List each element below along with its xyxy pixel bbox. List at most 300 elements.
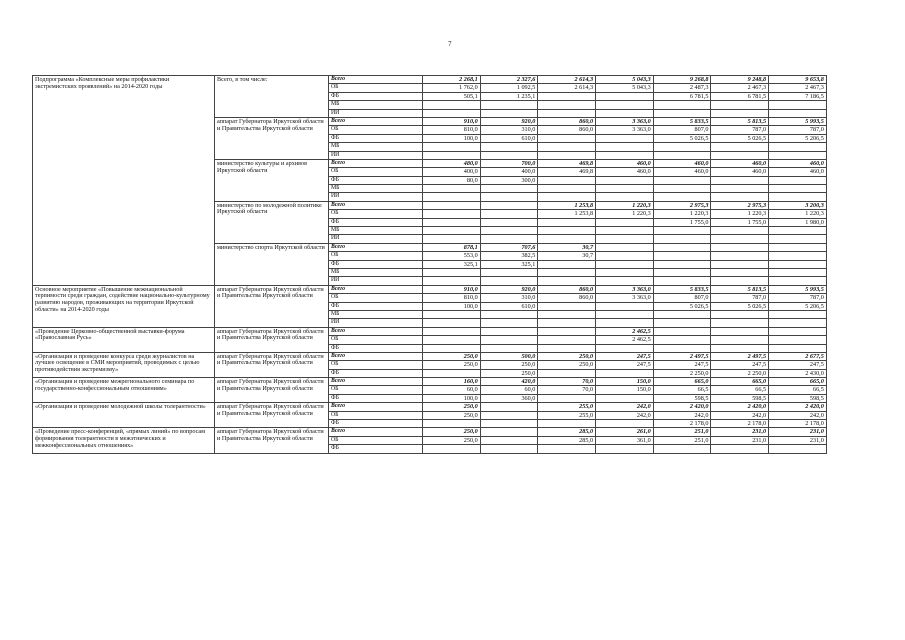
amount-cell: [538, 218, 596, 226]
funding-source-cell: ФБ: [329, 394, 423, 402]
amount-cell: [423, 420, 481, 428]
executor-cell: аппарат Губернатора Иркутской области и Правительства Иркутской области: [215, 428, 329, 453]
funding-source-cell: ОБ: [329, 436, 423, 444]
amount-cell: 60,0: [423, 386, 481, 394]
amount-cell: 553,0: [423, 252, 481, 260]
amount-cell: 665,0: [653, 378, 711, 386]
amount-cell: [538, 193, 596, 201]
amount-cell: 30,7: [538, 243, 596, 251]
amount-cell: 505,1: [423, 92, 481, 100]
amount-cell: [538, 109, 596, 117]
amount-cell: [769, 235, 827, 243]
amount-cell: 2 975,3: [711, 201, 769, 209]
executor-cell: аппарат Губернатора Иркутской области и Правительства Иркутской области: [215, 403, 329, 428]
amount-cell: [538, 445, 596, 453]
funding-source-cell: Всего: [329, 428, 423, 436]
amount-cell: 460,0: [769, 168, 827, 176]
amount-cell: [653, 260, 711, 268]
amount-cell: 250,0: [423, 411, 481, 419]
amount-cell: 1 220,3: [596, 201, 654, 209]
amount-cell: 2 250,0: [711, 369, 769, 377]
funding-table-container: [32, 75, 826, 454]
measure-description: «Проведение пресс-конференций, «прямых линий» по вопросам формирования толерантности в межэтнических и межконфессиональных отношениях»: [33, 428, 215, 453]
amount-cell: 100,0: [423, 302, 481, 310]
amount-cell: [769, 260, 827, 268]
amount-cell: 310,0: [480, 126, 538, 134]
amount-cell: 5 043,3: [596, 84, 654, 92]
amount-cell: [653, 243, 711, 251]
amount-cell: [769, 327, 827, 335]
funding-source-cell: ОБ: [329, 294, 423, 302]
amount-cell: [769, 344, 827, 352]
amount-cell: [711, 260, 769, 268]
amount-cell: [423, 277, 481, 285]
amount-cell: [423, 369, 481, 377]
amount-cell: [596, 302, 654, 310]
amount-cell: [480, 101, 538, 109]
funding-source-cell: МБ: [329, 268, 423, 276]
amount-cell: [596, 143, 654, 151]
amount-cell: [538, 101, 596, 109]
funding-source-cell: ОБ: [329, 252, 423, 260]
amount-cell: [596, 310, 654, 318]
amount-cell: 460,0: [711, 168, 769, 176]
amount-cell: 860,0: [538, 285, 596, 293]
amount-cell: [538, 319, 596, 327]
amount-cell: [769, 243, 827, 251]
amount-cell: 247,5: [711, 361, 769, 369]
amount-cell: [423, 143, 481, 151]
amount-cell: 920,0: [480, 285, 538, 293]
amount-cell: [769, 252, 827, 260]
amount-cell: [480, 344, 538, 352]
amount-cell: [480, 235, 538, 243]
amount-cell: 382,5: [480, 252, 538, 260]
funding-source-cell: ФБ: [329, 176, 423, 184]
table-row: [33, 352, 827, 360]
measure-description: Подпрограмма «Комплексные меры профилактики экстремистских проявлений» на 2014-2020 годы: [33, 76, 215, 286]
amount-cell: 787,0: [711, 126, 769, 134]
amount-cell: 2 677,5: [769, 352, 827, 360]
amount-cell: [711, 336, 769, 344]
amount-cell: 2 497,5: [653, 352, 711, 360]
funding-source-cell: ОБ: [329, 210, 423, 218]
amount-cell: 100,0: [423, 394, 481, 402]
amount-cell: 1 220,3: [596, 210, 654, 218]
amount-cell: [596, 344, 654, 352]
amount-cell: [711, 445, 769, 453]
amount-cell: [596, 445, 654, 453]
amount-cell: 5 993,5: [769, 117, 827, 125]
amount-cell: 70,0: [538, 386, 596, 394]
amount-cell: 2 487,3: [653, 84, 711, 92]
funding-source-cell: ИИ: [329, 109, 423, 117]
amount-cell: 598,5: [769, 394, 827, 402]
amount-cell: 30,7: [538, 252, 596, 260]
amount-cell: 1 220,3: [711, 210, 769, 218]
amount-cell: [596, 134, 654, 142]
table-row: [33, 378, 827, 386]
amount-cell: 5 206,5: [769, 302, 827, 310]
amount-cell: [480, 185, 538, 193]
table-row: [33, 76, 827, 84]
amount-cell: 5 206,5: [769, 134, 827, 142]
amount-cell: [596, 193, 654, 201]
amount-cell: 2 975,3: [653, 201, 711, 209]
table-row: [33, 327, 827, 335]
amount-cell: 500,0: [480, 352, 538, 360]
amount-cell: [480, 403, 538, 411]
amount-cell: 5 026,5: [711, 302, 769, 310]
amount-cell: 810,0: [423, 126, 481, 134]
funding-source-cell: Всего: [329, 327, 423, 335]
amount-cell: 2 614,3: [538, 76, 596, 84]
funding-source-cell: МБ: [329, 227, 423, 235]
amount-cell: [769, 176, 827, 184]
amount-cell: [538, 394, 596, 402]
amount-cell: [538, 327, 596, 335]
amount-cell: [423, 445, 481, 453]
amount-cell: 860,0: [538, 294, 596, 302]
funding-source-cell: ФБ: [329, 134, 423, 142]
amount-cell: [423, 235, 481, 243]
amount-cell: [653, 445, 711, 453]
amount-cell: 460,0: [711, 159, 769, 167]
amount-cell: 1 755,0: [653, 218, 711, 226]
amount-cell: [769, 185, 827, 193]
amount-cell: [711, 176, 769, 184]
amount-cell: 6 781,5: [653, 92, 711, 100]
amount-cell: 5 833,5: [653, 117, 711, 125]
amount-cell: [480, 436, 538, 444]
amount-cell: 1 092,5: [480, 84, 538, 92]
amount-cell: 2 430,0: [769, 369, 827, 377]
amount-cell: 250,0: [480, 361, 538, 369]
amount-cell: [480, 310, 538, 318]
amount-cell: 2 467,3: [769, 84, 827, 92]
amount-cell: 2 462,5: [596, 336, 654, 344]
amount-cell: 2 250,0: [653, 369, 711, 377]
amount-cell: 860,0: [538, 117, 596, 125]
amount-cell: 250,0: [423, 403, 481, 411]
amount-cell: 860,0: [538, 126, 596, 134]
amount-cell: [653, 151, 711, 159]
amount-cell: [653, 268, 711, 276]
amount-cell: 2 327,6: [480, 76, 538, 84]
amount-cell: 5 813,5: [711, 117, 769, 125]
amount-cell: 247,5: [769, 361, 827, 369]
amount-cell: 231,0: [711, 428, 769, 436]
amount-cell: 5 993,5: [769, 285, 827, 293]
amount-cell: [423, 227, 481, 235]
amount-cell: [480, 327, 538, 335]
amount-cell: 9 653,8: [769, 76, 827, 84]
amount-cell: 5 026,5: [711, 134, 769, 142]
amount-cell: 598,5: [711, 394, 769, 402]
amount-cell: 1 762,0: [423, 84, 481, 92]
amount-cell: [423, 185, 481, 193]
amount-cell: [423, 101, 481, 109]
amount-cell: 5 833,5: [653, 285, 711, 293]
amount-cell: 242,0: [653, 411, 711, 419]
amount-cell: [769, 277, 827, 285]
amount-cell: 5 026,5: [653, 134, 711, 142]
table-row: [33, 403, 827, 411]
amount-cell: 700,0: [480, 159, 538, 167]
amount-cell: [711, 109, 769, 117]
amount-cell: 247,5: [596, 352, 654, 360]
amount-cell: 1 220,3: [769, 210, 827, 218]
funding-source-cell: ФБ: [329, 92, 423, 100]
amount-cell: [480, 201, 538, 209]
amount-cell: [423, 210, 481, 218]
amount-cell: [769, 143, 827, 151]
amount-cell: [711, 227, 769, 235]
funding-source-cell: ОБ: [329, 168, 423, 176]
amount-cell: [653, 193, 711, 201]
amount-cell: [596, 218, 654, 226]
amount-cell: 250,0: [423, 352, 481, 360]
amount-cell: [423, 344, 481, 352]
amount-cell: 480,0: [423, 159, 481, 167]
amount-cell: 2 178,0: [769, 420, 827, 428]
funding-source-cell: ИИ: [329, 319, 423, 327]
amount-cell: 598,5: [653, 394, 711, 402]
amount-cell: 1 755,0: [711, 218, 769, 226]
funding-source-cell: ИИ: [329, 193, 423, 201]
amount-cell: 251,0: [653, 428, 711, 436]
amount-cell: [480, 151, 538, 159]
amount-cell: 2 614,3: [538, 84, 596, 92]
amount-cell: [480, 227, 538, 235]
amount-cell: 2 268,1: [423, 76, 481, 84]
funding-source-cell: МБ: [329, 101, 423, 109]
amount-cell: [423, 201, 481, 209]
measure-description: «Организация и проведение конкурса среди журналистов на лучшее освещение в СМИ мероприятий, проводимых с целью противодействия экстремизму»: [33, 352, 215, 377]
amount-cell: [596, 394, 654, 402]
executor-cell: аппарат Губернатора Иркутской области и Правительства Иркутской области: [215, 378, 329, 403]
funding-source-cell: Всего: [329, 159, 423, 167]
funding-source-cell: ИИ: [329, 277, 423, 285]
funding-source-cell: Всего: [329, 117, 423, 125]
amount-cell: 460,0: [596, 168, 654, 176]
measure-description: «Организация и проведение молодежной школы толерантности»: [33, 403, 215, 428]
amount-cell: [711, 310, 769, 318]
amount-cell: [538, 176, 596, 184]
amount-cell: [596, 92, 654, 100]
funding-source-cell: ИИ: [329, 235, 423, 243]
funding-source-cell: ФБ: [329, 302, 423, 310]
amount-cell: [769, 310, 827, 318]
amount-cell: [480, 428, 538, 436]
funding-source-cell: ФБ: [329, 218, 423, 226]
measure-description: «Организация и проведение межрегионального семинара по государственно-конфессиональным отношениям»: [33, 378, 215, 403]
amount-cell: [653, 277, 711, 285]
amount-cell: [711, 327, 769, 335]
amount-cell: [480, 445, 538, 453]
amount-cell: 3 363,0: [596, 294, 654, 302]
funding-source-cell: ОБ: [329, 336, 423, 344]
amount-cell: [423, 193, 481, 201]
amount-cell: 910,0: [423, 285, 481, 293]
amount-cell: 3 200,3: [769, 201, 827, 209]
amount-cell: 2 467,3: [711, 84, 769, 92]
amount-cell: 310,0: [480, 294, 538, 302]
amount-cell: [653, 336, 711, 344]
amount-cell: [480, 411, 538, 419]
funding-source-cell: МБ: [329, 143, 423, 151]
amount-cell: [653, 109, 711, 117]
amount-cell: [769, 319, 827, 327]
amount-cell: [653, 101, 711, 109]
funding-source-cell: ФБ: [329, 369, 423, 377]
executor-cell: Всего, в том числе:: [215, 76, 329, 118]
funding-source-cell: Всего: [329, 201, 423, 209]
amount-cell: 60,0: [480, 386, 538, 394]
amount-cell: [480, 143, 538, 151]
amount-cell: [653, 176, 711, 184]
amount-cell: [538, 310, 596, 318]
funding-source-cell: Всего: [329, 403, 423, 411]
executor-cell: аппарат Губернатора Иркутской области и Правительства Иркутской области: [215, 117, 329, 159]
amount-cell: 231,0: [769, 436, 827, 444]
executor-cell: министерство спорта Иркутской области: [215, 243, 329, 285]
amount-cell: [538, 151, 596, 159]
amount-cell: 2 497,5: [711, 352, 769, 360]
amount-cell: 787,0: [711, 294, 769, 302]
amount-cell: 878,1: [423, 243, 481, 251]
amount-cell: 9 268,8: [653, 76, 711, 84]
amount-cell: [769, 336, 827, 344]
amount-cell: [538, 235, 596, 243]
amount-cell: [423, 268, 481, 276]
amount-cell: 70,0: [538, 378, 596, 386]
amount-cell: [538, 185, 596, 193]
amount-cell: 1 220,3: [653, 210, 711, 218]
amount-cell: 1 253,8: [538, 210, 596, 218]
amount-cell: [596, 277, 654, 285]
amount-cell: 9 248,8: [711, 76, 769, 84]
funding-source-cell: Всего: [329, 285, 423, 293]
funding-source-cell: ФБ: [329, 420, 423, 428]
amount-cell: 3 363,0: [596, 117, 654, 125]
amount-cell: [711, 243, 769, 251]
amount-cell: 2 178,0: [653, 420, 711, 428]
amount-cell: 2 420,0: [711, 403, 769, 411]
amount-cell: 247,5: [653, 361, 711, 369]
amount-cell: [596, 176, 654, 184]
amount-cell: [711, 235, 769, 243]
amount-cell: [480, 277, 538, 285]
amount-cell: [653, 235, 711, 243]
amount-cell: [480, 336, 538, 344]
funding-table-body: [33, 76, 827, 454]
amount-cell: [480, 218, 538, 226]
amount-cell: 807,0: [653, 126, 711, 134]
amount-cell: 66,5: [711, 386, 769, 394]
amount-cell: [711, 344, 769, 352]
funding-source-cell: Всего: [329, 378, 423, 386]
amount-cell: [538, 277, 596, 285]
amount-cell: [596, 101, 654, 109]
amount-cell: [711, 277, 769, 285]
funding-source-cell: Всего: [329, 76, 423, 84]
amount-cell: [596, 268, 654, 276]
executor-cell: аппарат Губернатора Иркутской области и Правительства Иркутской области: [215, 327, 329, 352]
amount-cell: 460,0: [769, 159, 827, 167]
funding-source-cell: ОБ: [329, 361, 423, 369]
funding-source-cell: Всего: [329, 243, 423, 251]
amount-cell: 261,0: [596, 428, 654, 436]
amount-cell: 665,0: [711, 378, 769, 386]
amount-cell: 66,5: [769, 386, 827, 394]
amount-cell: 160,0: [423, 378, 481, 386]
amount-cell: [653, 344, 711, 352]
amount-cell: [653, 252, 711, 260]
amount-cell: [538, 227, 596, 235]
funding-source-cell: МБ: [329, 310, 423, 318]
amount-cell: [538, 336, 596, 344]
amount-cell: 300,0: [480, 176, 538, 184]
amount-cell: 469,8: [538, 168, 596, 176]
executor-cell: аппарат Губернатора Иркутской области и Правительства Иркутской области: [215, 352, 329, 377]
executor-cell: аппарат Губернатора Иркутской области и Правительства Иркутской области: [215, 285, 329, 327]
amount-cell: [596, 235, 654, 243]
amount-cell: 250,0: [480, 369, 538, 377]
amount-cell: 250,0: [538, 352, 596, 360]
amount-cell: 325,1: [423, 260, 481, 268]
amount-cell: [538, 369, 596, 377]
amount-cell: 7 186,5: [769, 92, 827, 100]
amount-cell: [596, 369, 654, 377]
amount-cell: 807,0: [653, 294, 711, 302]
amount-cell: [423, 310, 481, 318]
amount-cell: 460,0: [653, 159, 711, 167]
amount-cell: 242,0: [596, 411, 654, 419]
amount-cell: 250,0: [423, 428, 481, 436]
amount-cell: [653, 143, 711, 151]
amount-cell: [423, 151, 481, 159]
amount-cell: 325,1: [480, 260, 538, 268]
amount-cell: 66,5: [653, 386, 711, 394]
amount-cell: [769, 101, 827, 109]
amount-cell: [653, 327, 711, 335]
amount-cell: 665,0: [769, 378, 827, 386]
amount-cell: 1 253,8: [538, 201, 596, 209]
amount-cell: 150,0: [596, 378, 654, 386]
page-number: 7: [448, 40, 452, 48]
amount-cell: 250,0: [423, 436, 481, 444]
amount-cell: 231,0: [769, 428, 827, 436]
amount-cell: 150,0: [596, 386, 654, 394]
amount-cell: [538, 92, 596, 100]
executor-cell: министерство по молодежной политике Иркутской области: [215, 201, 329, 243]
amount-cell: [711, 252, 769, 260]
amount-cell: [769, 193, 827, 201]
funding-source-cell: ФБ: [329, 445, 423, 453]
amount-cell: [538, 260, 596, 268]
amount-cell: [480, 319, 538, 327]
funding-source-cell: Всего: [329, 352, 423, 360]
funding-source-cell: ФБ: [329, 344, 423, 352]
amount-cell: [596, 319, 654, 327]
amount-cell: [480, 268, 538, 276]
amount-cell: [711, 319, 769, 327]
amount-cell: 400,0: [480, 168, 538, 176]
amount-cell: 1 980,0: [769, 218, 827, 226]
amount-cell: [596, 109, 654, 117]
amount-cell: 250,0: [423, 361, 481, 369]
